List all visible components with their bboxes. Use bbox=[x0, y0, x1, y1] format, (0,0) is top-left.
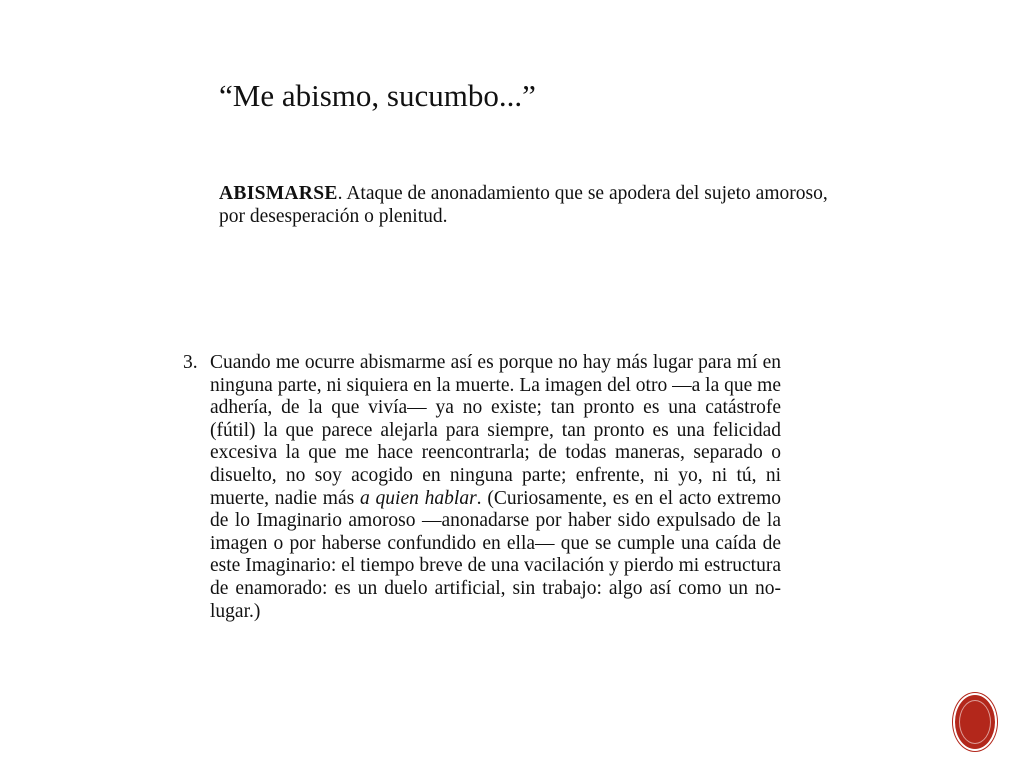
definition bbox=[219, 182, 829, 228]
definition-term: ABISMARSE bbox=[219, 183, 338, 204]
paragraph-italic-phrase: a quien hablar bbox=[360, 487, 477, 509]
badge-inner-ring bbox=[959, 700, 991, 744]
definition-text: . Ataque de anonadamiento que se apodera del sujeto amoroso, por desesperación o plenitud. bbox=[219, 183, 828, 227]
paragraph-number: 3. bbox=[183, 352, 198, 373]
paragraph-text-end: . (Curiosamente, es en el acto extremo de lo Imaginario amoroso —anonadarse por haber sido expulsado de la imagen o por haberse confundido en ella— que se cumple una caída de este Imaginario: el tiempo breve de una vacilación y pierdo mi estructura de enamorado: es un duelo artificial, sin trabajo: algo así como un no-lugar.) bbox=[210, 487, 782, 622]
slide-number-badge-icon[interactable] bbox=[955, 695, 995, 749]
paragraph-body bbox=[210, 352, 781, 623]
slide-title: “Me abismo, sucumbo...” bbox=[219, 78, 536, 113]
numbered-paragraph bbox=[183, 352, 783, 623]
paragraph-text-start: Cuando me ocurre abismarme así es porque no hay más lugar para mí en ninguna parte, ni siquiera en la muerte. La imagen del otro —a la que me adhería, de la que vivía— ya no existe; tan pronto es una catástrofe (fútil) la que parece alejarla para siempre, tan pronto es una felicidad excesiva la que me hace reencontrarla; de todas maneras, separado o disuelto, no soy acogido en ninguna parte; enfrente, ni yo, ni tú, ni muerte, nadie más bbox=[210, 352, 781, 509]
